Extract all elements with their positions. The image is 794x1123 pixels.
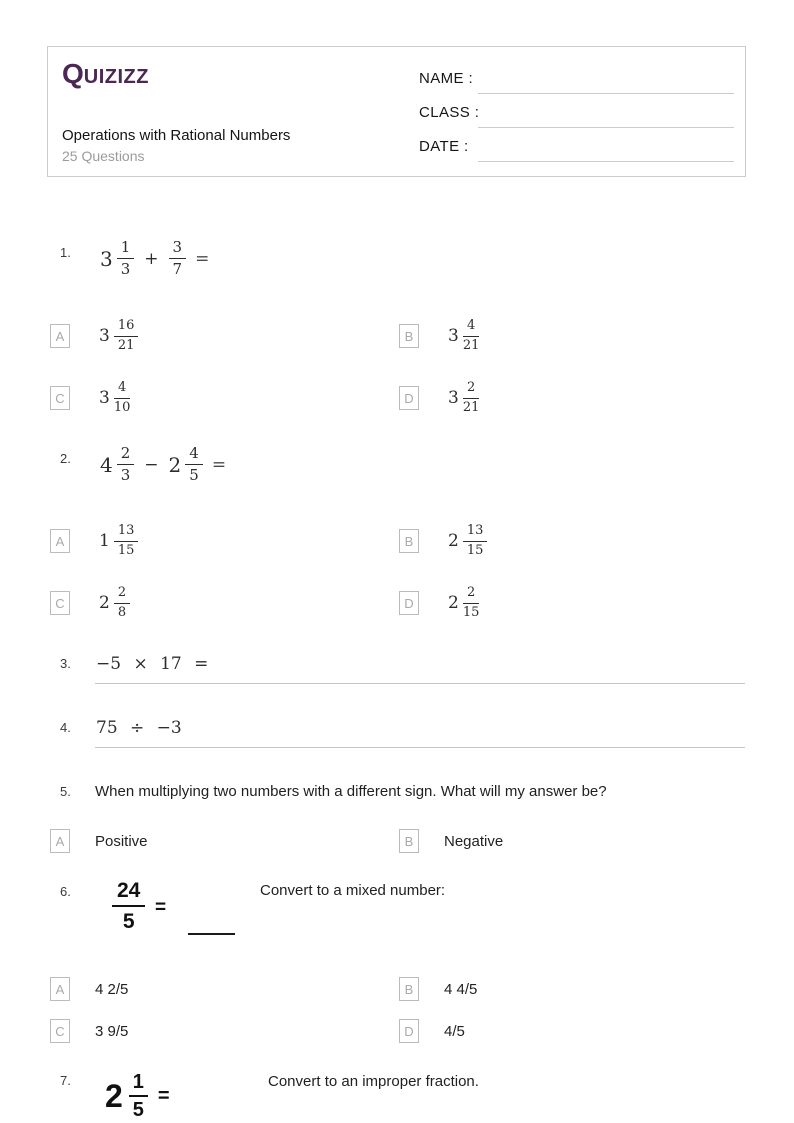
question-4-number: 4. (60, 720, 71, 735)
q1-option-c-denominator: 10 (113, 399, 131, 415)
q6-fraction-denominator: 5 (122, 910, 135, 933)
q1-option-b-numerator: 4 (463, 319, 479, 337)
q2-option-b-numerator: 13 (463, 524, 488, 542)
q2-option-d-letter[interactable]: D (399, 591, 419, 615)
q7-fraction (129, 1072, 148, 1120)
q2-term1-denominator: 3 (120, 466, 131, 485)
q2-option-d-value (448, 586, 479, 621)
q1-option-d-whole: 3 (448, 388, 459, 408)
name-field-line[interactable] (478, 93, 734, 94)
q2-option-d-denominator: 15 (462, 604, 480, 620)
question-1-number: 1. (60, 245, 71, 260)
q1-option-a-denominator: 21 (117, 337, 135, 353)
q6-option-b-letter[interactable]: B (399, 977, 419, 1001)
q5-option-a-letter[interactable]: A (50, 829, 70, 853)
question-3-answer-line[interactable] (95, 683, 745, 684)
q1-option-b[interactable] (399, 312, 479, 360)
q1-term1-denominator: 3 (120, 260, 131, 279)
q2-option-d-numerator: 2 (463, 586, 479, 604)
q2-option-a-denominator: 15 (117, 542, 135, 558)
question-5-text: When multiplying two numbers with a different sign. What will my answer be? (95, 783, 607, 800)
question-2-expression (100, 445, 226, 485)
q2-option-b-denominator: 15 (466, 542, 484, 558)
q1-term1-numerator: 1 (117, 239, 135, 259)
question-4-expression: 75 ÷ −3 (96, 718, 182, 738)
q2-term2-fraction (185, 445, 203, 485)
q6-option-c-text: 3 9/5 (95, 1022, 129, 1040)
q6-option-b-text: 4 4/5 (444, 980, 478, 998)
q7-fraction-numerator: 1 (129, 1072, 148, 1097)
quizizz-logo-text: UIZIZZ (83, 66, 149, 88)
q2-option-b[interactable] (399, 517, 487, 565)
q1-option-c-fraction (114, 381, 131, 416)
q2-option-d-fraction (463, 586, 480, 621)
quizizz-logo (62, 58, 149, 90)
q1-term2-denominator: 7 (172, 260, 183, 279)
q5-option-b[interactable] (399, 829, 503, 853)
worksheet-title: Operations with Rational Numbers (62, 127, 291, 144)
q1-option-d-denominator: 21 (462, 399, 480, 415)
q2-option-c-numerator: 2 (114, 586, 130, 604)
q2-option-c[interactable] (50, 579, 130, 627)
name-label: NAME : (419, 70, 474, 87)
q2-option-c-whole: 2 (99, 593, 110, 613)
q2-option-a-whole: 1 (99, 531, 110, 551)
q1-term-1 (100, 239, 134, 279)
q2-option-b-whole: 2 (448, 531, 459, 551)
q2-option-c-letter[interactable]: C (50, 591, 70, 615)
q1-term1-whole: 3 (100, 246, 113, 271)
q1-option-d[interactable] (399, 374, 479, 422)
date-label: DATE : (419, 138, 469, 155)
q1-term2-numerator: 3 (169, 239, 187, 259)
q6-option-a[interactable] (50, 977, 128, 1001)
q7-whole-number: 2 (105, 1077, 123, 1114)
q2-option-b-letter[interactable]: B (399, 529, 419, 553)
question-6-prompt: Convert to a mixed number: (260, 882, 446, 899)
q2-option-c-denominator: 8 (117, 604, 127, 620)
q6-option-b[interactable] (399, 977, 477, 1001)
q5-option-b-text: Negative (444, 832, 504, 850)
q2-option-d-whole: 2 (448, 593, 459, 613)
q2-option-c-value (99, 586, 130, 621)
q6-option-a-letter[interactable]: A (50, 977, 70, 1001)
q5-option-b-letter[interactable]: B (399, 829, 419, 853)
q6-option-c[interactable] (50, 1019, 128, 1043)
q2-option-a-value (99, 524, 138, 559)
question-2-number: 2. (60, 451, 71, 466)
q1-option-a-fraction (114, 319, 139, 354)
q1-option-a-letter[interactable]: A (50, 324, 70, 348)
q1-option-a-whole: 3 (99, 326, 110, 346)
q2-option-a-letter[interactable]: A (50, 529, 70, 553)
q5-option-a[interactable] (50, 829, 148, 853)
q2-minus-operator: − (144, 454, 159, 475)
q1-option-c-letter[interactable]: C (50, 386, 70, 410)
q7-mixed-number (105, 1072, 170, 1120)
q1-option-b-letter[interactable]: B (399, 324, 419, 348)
q2-option-a-numerator: 13 (114, 524, 139, 542)
q5-option-a-text: Positive (95, 832, 148, 850)
q1-option-a-numerator: 16 (114, 319, 139, 337)
date-field-line[interactable] (478, 161, 734, 162)
q7-fraction-denominator: 5 (132, 1099, 144, 1121)
q6-option-d-text: 4/5 (444, 1022, 465, 1040)
question-4-answer-line[interactable] (95, 747, 745, 748)
q2-term1-whole: 4 (100, 452, 113, 477)
q1-option-a-value (99, 319, 138, 354)
q1-option-b-fraction (463, 319, 480, 354)
q6-answer-blank[interactable] (188, 915, 235, 935)
q1-option-a[interactable] (50, 312, 138, 360)
q1-option-d-fraction (463, 381, 480, 416)
q1-term1-fraction (117, 239, 135, 279)
q2-option-b-fraction (463, 524, 488, 559)
q1-equals-sign: = (195, 248, 210, 269)
worksheet-header (47, 46, 746, 177)
q2-option-b-value (448, 524, 487, 559)
q2-term2-numerator: 4 (185, 445, 203, 465)
q1-option-c-whole: 3 (99, 388, 110, 408)
q1-plus-operator: + (144, 248, 159, 269)
class-field-line[interactable] (478, 127, 734, 128)
q6-fraction-numerator: 24 (112, 880, 145, 907)
question-5-number: 5. (60, 784, 71, 799)
question-3-number: 3. (60, 656, 71, 671)
q6-fraction (112, 880, 145, 932)
q6-equals-sign: = (155, 897, 167, 918)
q2-equals-sign: = (211, 454, 227, 475)
question-3-expression: −5 × 17 = (96, 654, 209, 674)
q1-option-c[interactable] (50, 374, 130, 422)
q6-option-d-letter[interactable]: D (399, 1019, 419, 1043)
question-1-expression (100, 239, 209, 279)
q1-term-2-fraction (169, 239, 187, 279)
q2-option-c-fraction (114, 586, 130, 621)
q1-option-d-value (448, 381, 479, 416)
q2-term-2 (169, 445, 203, 485)
q1-option-b-whole: 3 (448, 326, 459, 346)
q6-option-a-text: 4 2/5 (95, 980, 129, 998)
q1-option-b-value (448, 319, 479, 354)
q1-option-b-denominator: 21 (462, 337, 480, 353)
q2-term1-fraction (117, 445, 135, 485)
q1-option-d-numerator: 2 (463, 381, 479, 399)
q6-option-d[interactable] (399, 1019, 465, 1043)
q2-term1-numerator: 2 (117, 445, 135, 465)
q6-option-c-letter[interactable]: C (50, 1019, 70, 1043)
q2-option-a-fraction (114, 524, 139, 559)
q2-option-a[interactable] (50, 517, 138, 565)
question-count: 25 Questions (62, 148, 145, 164)
q2-term2-denominator: 5 (189, 466, 199, 485)
question-7-prompt: Convert to an improper fraction. (268, 1073, 479, 1090)
class-label: CLASS : (419, 104, 480, 121)
q1-option-c-numerator: 4 (114, 381, 130, 399)
q2-term2-whole: 2 (168, 452, 182, 477)
question-6-number: 6. (60, 884, 71, 899)
quizizz-logo-initial: Q (62, 58, 84, 89)
q2-term-1 (100, 445, 134, 485)
q1-option-c-value (99, 381, 130, 416)
q7-equals-sign: = (157, 1084, 170, 1107)
q2-option-d[interactable] (399, 579, 479, 627)
question-7-number: 7. (60, 1073, 71, 1088)
q1-option-d-letter[interactable]: D (399, 386, 419, 410)
